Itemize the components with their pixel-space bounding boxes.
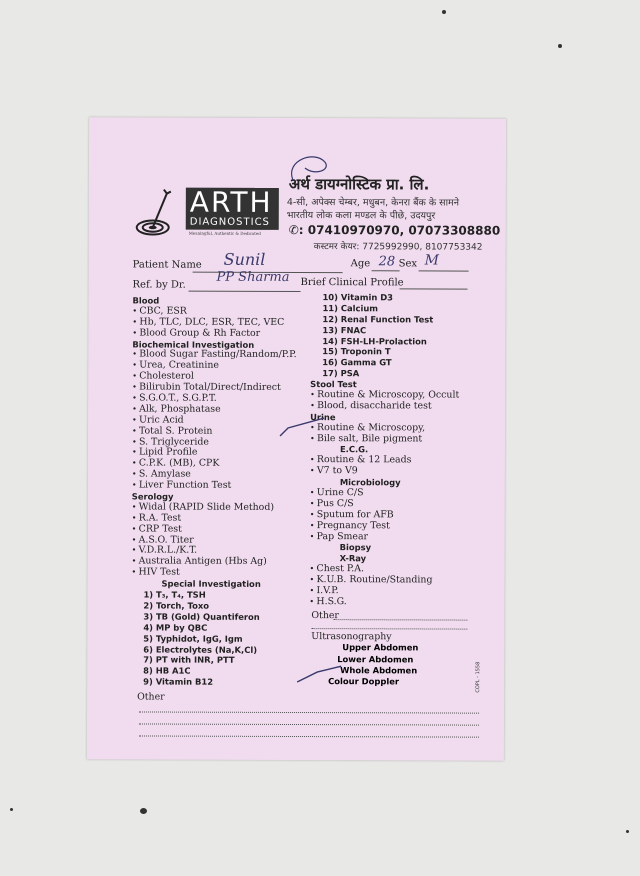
test-item: • S.G.O.T., S.G.P.T. [132,393,296,404]
other-right-label: Other [311,610,339,622]
clinical-profile-label: Brief Clinical Profile [300,277,404,289]
test-item: • I.V.P. [309,586,458,597]
ref-doctor-value: PP Sharma [216,269,290,285]
numbered-test-item: 7) PT with INR, PTT [143,654,235,666]
section-subheading: Special Investigation [161,578,261,590]
section-subheading: Biopsy [339,542,372,553]
patient-name-value: Sunil [223,249,266,269]
test-item: • K.U.B. Routine/Standing [309,575,458,586]
usg-colour-doppler: Colour Doppler [328,676,400,687]
test-item: • S. Amylase [132,470,296,481]
speck [558,44,562,48]
numbered-test-item: 3) TB (Gold) Quantiferon [143,611,260,622]
test-item: • Bile salt, Bile pigment [310,434,459,445]
patient-name-label: Patient Name [132,259,202,271]
logo-box [186,185,279,230]
age-value: 28 [378,254,396,270]
section-heading: Biochemical Investigation [132,338,255,350]
numbered-test-item: 14) FSH-LH-Prolaction [322,335,427,347]
sex-label: Sex [398,258,418,270]
requisition-form [87,117,506,760]
section-subheading: Microbiology [339,477,401,488]
other-right-line-2 [311,628,467,630]
numbered-test-item: 4) MP by QBC [143,622,208,633]
usg-title: Ultrasonography [311,631,392,643]
test-item: • Australia Antigen (Hbs Ag) [132,557,296,568]
other-bottom-label: Other [137,691,165,703]
numbered-test-item: 12) Renal Function Test [322,313,434,325]
numbered-test-item: 2) Torch, Toxo [143,600,210,611]
form-code: COPL - 1558 [475,661,482,693]
usg-upper-abdomen: Upper Abdomen [342,642,419,653]
test-item: • Pus C/S [310,499,459,510]
section-subheading: E.C.G. [339,444,369,455]
speck [626,830,629,833]
target-logo-icon [133,187,187,237]
test-item: • Blood, disaccharide test [310,401,459,412]
test-item: • Routine & Microscopy, [310,423,459,434]
section-heading: Urine [310,411,336,422]
test-item: • HIV Test [132,568,296,579]
whole-abdomen-tick-mark-icon [295,664,343,686]
test-item: • Liver Function Test [132,481,296,492]
logo-name: ARTH [189,185,273,219]
numbered-test-item: 8) HB A1C [143,665,191,676]
test-item: • Urea, Creatinine [132,361,296,372]
test-item: • CBC, ESR [132,306,296,317]
address-line-1: 4-सी, अपेक्स चेम्बर, मधुबन, केनरा बैंक के सामने [286,196,460,209]
logo-tagline: Meaningful, Authentic & Dedicated [188,230,261,236]
hindi-company-name: अर्थ डायग्नोस्टिक प्रा. लि. [288,174,430,194]
test-item: • Alk, Phosphatase [132,404,296,415]
section-heading: Blood [132,295,160,306]
usg-lower-abdomen: Lower Abdomen [337,654,414,665]
test-item: • Blood Group & Rh Factor [132,328,296,339]
test-item: • V.D.R.L./K.T. [132,546,296,557]
sex-line [419,270,469,271]
phone-numbers: ✆: 07410970970, 07073308880 [288,222,501,238]
test-item: • V7 to V9 [310,466,459,477]
test-item: • Pregnancy Test [310,521,459,532]
test-item: • Bilirubin Total/Direct/Indirect [132,383,296,394]
test-item: • CRP Test [132,524,296,535]
other-bottom-line-3 [139,735,479,737]
test-item: • Pap Smear [310,532,459,543]
age-label: Age [350,258,371,270]
test-item: • C.P.K. (MB), CPK [132,459,296,470]
age-line [372,270,400,271]
sex-value: M [424,252,439,269]
right-test-list [309,292,459,608]
address-line-2: भारतीय लोक कला मण्डल के पीछे, उदयपुर [286,209,436,222]
test-item: • S. Triglyceride [132,437,296,448]
other-bottom-line-1 [139,711,479,713]
test-item: • Total S. Protein [132,426,296,437]
numbered-test-item: 1) T₃, T₄, TSH [143,589,206,600]
customer-care: कस्टमर केयर: 7725992990, 8107753342 [313,242,483,253]
test-item: • Chest P.A. [310,564,459,575]
test-item: • Widal (RAPID Slide Method) [132,502,296,513]
handwritten-loop-icon [285,150,341,184]
numbered-test-item: 9) Vitamin B12 [143,676,214,687]
numbered-test-item: 10) Vitamin D3 [322,292,394,303]
test-item: • H.S.G. [309,597,458,608]
phone-icon: ✆ [288,222,299,238]
test-item: • Cholesterol [132,372,296,383]
numbered-test-item: 15) Troponin T [322,346,391,357]
other-right-line-1 [333,619,467,620]
test-item: • Lipid Profile [132,448,296,459]
test-item: • R.A. Test [132,513,296,524]
section-subheading: X-Ray [339,553,367,564]
numbered-test-item: 16) Gamma GT [322,357,392,368]
test-item: • Blood Sugar Fasting/Random/P.P. [132,350,296,361]
speck [442,10,446,14]
section-heading: Serology [131,491,174,502]
speck [140,808,147,814]
test-item: • Uric Acid [132,415,296,426]
ref-doctor-line [189,291,301,292]
test-item: • Sputum for AFB [310,510,459,521]
usg-whole-abdomen: Whole Abdomen [340,665,418,676]
test-item: • A.S.O. Titer [132,535,296,546]
section-heading: Stool Test [310,379,357,390]
numbered-test-item: 17) PSA [322,368,360,379]
other-bottom-line-2 [139,723,479,725]
numbered-test-item: 5) Typhidot, IgG, Igm [143,633,243,644]
test-item: • Hb, TLC, DLC, ESR, TEC, VEC [132,317,296,328]
ref-doctor-label: Ref. by Dr. [132,279,186,291]
test-item: • Urine C/S [310,488,459,499]
test-item: • Routine & Microscopy, Occult [310,390,459,401]
clinical-profile-line [400,288,468,289]
test-item: • Routine & 12 Leads [310,455,459,466]
numbered-test-item: 13) FNAC [322,324,367,335]
numbered-test-item: 6) Electrolytes (Na,K,Cl) [143,643,258,655]
left-test-list [131,295,297,688]
logo-subtitle: DIAGNOSTICS [189,216,270,228]
urine-tick-mark-icon [278,414,326,442]
speck [10,808,13,811]
numbered-test-item: 11) Calcium [322,302,379,314]
